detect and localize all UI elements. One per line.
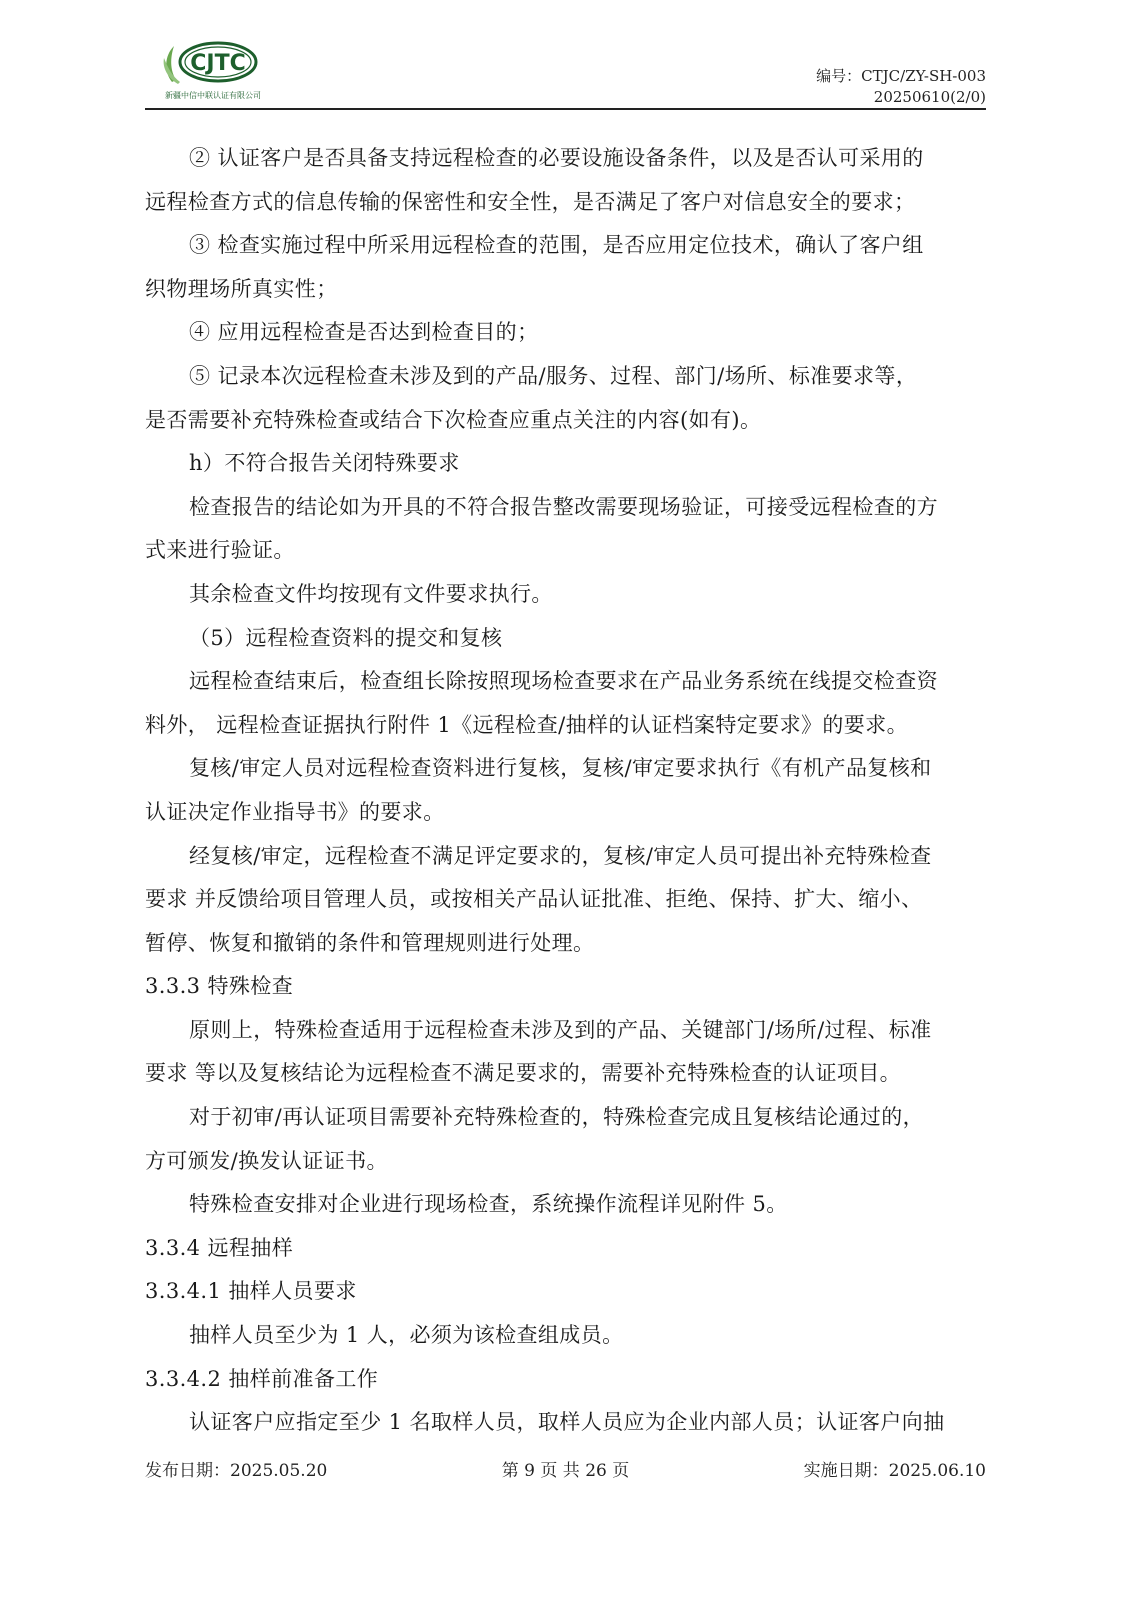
company-name: 新疆中信中联认证有限公司 [165, 91, 261, 100]
text-line: 3.3.4.1 抽样人员要求 [145, 1279, 357, 1304]
text-line: ⑤ 记录本次远程检查未涉及到的产品/服务、过程、部门/场所、标准要求等， [189, 363, 918, 388]
document-version: 20250610(2/0) [873, 88, 986, 106]
text-line: 3.3.4 远程抽样 [145, 1235, 294, 1260]
text-line: （5）远程检查资料的提交和复核 [189, 625, 503, 650]
text-line: 织物理场所真实性； [145, 276, 338, 301]
text-line: 远程检查结束后，检查组长除按照现场检查要求在产品业务系统在线提交检查资 [189, 669, 938, 694]
text-line: 特殊检查安排对企业进行现场检查，系统操作流程详见附件 5。 [189, 1192, 788, 1217]
text-line: 是否需要补充特殊检查或结合下次检查应重点关注的内容(如有)。 [145, 407, 762, 432]
text-line: 其余检查文件均按现有文件要求执行。 [189, 581, 553, 606]
text-line: 3.3.4.2 抽样前准备工作 [145, 1366, 379, 1391]
text-line: 远程检查方式的信息传输的保密性和安全性，是否满足了客户对信息安全的要求； [145, 189, 916, 214]
header-divider [145, 108, 986, 110]
text-line: 3.3.3 特殊检查 [145, 974, 294, 999]
document-number-block [816, 66, 986, 108]
publish-date: 发布日期：2025.05.20 [145, 1461, 328, 1481]
text-line: 抽样人员至少为 1 人，必须为该检查组成员。 [189, 1323, 624, 1348]
text-line: 经复核/审定，远程检查不满足评定要求的，复核/审定人员可提出补充特殊检查 [189, 843, 932, 868]
logo-emblem-icon [158, 38, 268, 90]
document-body [145, 137, 986, 1445]
text-line: 要求 等以及复核结论为远程检查不满足要求的，需要补充特殊检查的认证项目。 [145, 1061, 902, 1086]
text-line: ④ 应用远程检查是否达到检查目的； [189, 320, 539, 345]
text-line: ③ 检查实施过程中所采用远程检查的范围，是否应用定位技术，确认了客户组 [189, 233, 924, 258]
text-line: 检查报告的结论如为开具的不符合报告整改需要现场验证，可接受远程检查的方 [189, 494, 938, 519]
text-line: 料外， 远程检查证据执行附件 1《远程检查/抽样的认证档案特定要求》的要求。 [145, 712, 908, 737]
text-line: 方可颁发/换发认证证书。 [145, 1148, 388, 1173]
company-logo [158, 38, 268, 100]
text-line: ② 认证客户是否具备支持远程检查的必要设施设备条件，以及是否认可采用的 [189, 146, 924, 170]
text-line: 复核/审定人员对远程检查资料进行复核，复核/审定要求执行《有机产品复核和 [189, 756, 932, 781]
page-footer [145, 1458, 986, 1484]
text-line: 认证决定作业指导书》的要求。 [145, 799, 445, 824]
text-line: 暂停、恢复和撤销的条件和管理规则进行处理。 [145, 930, 595, 955]
effective-date: 实施日期：2025.06.10 [803, 1461, 986, 1481]
text-line: 原则上，特殊检查适用于远程检查未涉及到的产品、关键部门/场所/过程、标准 [189, 1017, 932, 1042]
page-header [0, 0, 1131, 110]
text-line: 式来进行验证。 [145, 538, 295, 563]
document-number: 编号：CTJC/ZY-SH-003 [816, 67, 986, 85]
text-line: h）不符合报告关闭特殊要求 [189, 451, 460, 476]
text-line: 认证客户应指定至少 1 名取样人员，取样人员应为企业内部人员；认证客户向抽 [189, 1410, 945, 1435]
text-line: 对于初审/再认证项目需要补充特殊检查的，特殊检查完成且复核结论通过的， [189, 1105, 925, 1130]
page-number: 第 9 页 共 26 页 [501, 1461, 630, 1481]
text-line: 要求 并反馈给项目管理人员，或按相关产品认证批准、拒绝、保持、扩大、缩小、 [145, 887, 923, 912]
svg-text:CJTC: CJTC [190, 51, 246, 76]
